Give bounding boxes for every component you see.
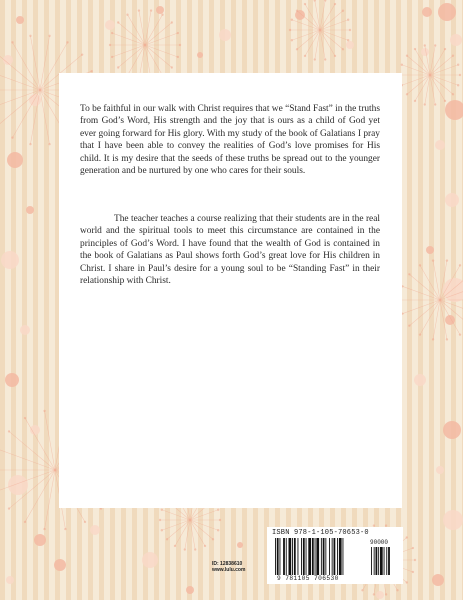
- decor-dot: [237, 542, 243, 548]
- decor-dot: [8, 475, 28, 495]
- decor-dot: [26, 206, 34, 214]
- decor-dot: [186, 586, 194, 594]
- barcode-addon-bar: [374, 547, 375, 575]
- barcode-addon-bar: [380, 547, 383, 575]
- decor-dot: [438, 3, 456, 21]
- isbn-label: ISBN 978-1-105-70653-0: [272, 529, 369, 537]
- decor-dot: [422, 7, 432, 17]
- decor-dot: [443, 421, 461, 439]
- decor-dot: [16, 16, 24, 24]
- barcode-bar: [332, 538, 333, 575]
- decor-dot: [197, 52, 203, 58]
- decor-dot: [426, 246, 434, 254]
- decor-dot: [219, 29, 231, 41]
- barcode-bar: [289, 538, 292, 575]
- decor-dot: [90, 525, 100, 535]
- barcode-bar: [325, 538, 326, 575]
- decor-dot: [30, 425, 40, 435]
- barcode-bar: [280, 538, 281, 575]
- barcode-bar: [339, 538, 342, 575]
- decor-starburst: [399, 44, 461, 105]
- decor-dot: [414, 374, 426, 386]
- barcode-addon-bar: [378, 547, 379, 575]
- barcode-bar: [343, 538, 344, 575]
- lulu-url-text: www.lulu.com: [212, 567, 246, 573]
- barcode-bar: [275, 538, 276, 575]
- decor-dot: [156, 6, 164, 14]
- decor-dot: [7, 152, 23, 168]
- lulu-id-block: [212, 561, 245, 573]
- barcode-bar: [308, 538, 311, 575]
- decor-dot: [346, 41, 354, 49]
- lulu-id-text: ID: 12838610: [212, 561, 243, 567]
- barcode-bar: [298, 538, 299, 575]
- barcode-bar: [283, 538, 285, 575]
- barcode-bar: [292, 538, 293, 575]
- paragraph-1: To be faithful in our walk with Christ requires that we “Stand Fast” in the truths from God’s Word, His strength and the joy that is ours as a child of God yet ever going forward for His glory. With my study of the book of Galatians I pray that I have been able to convey the realities of God’s love promises for His child. It is my desire that the seeds of these truths be spread out to the younger generation and be nurtured by one who cares for their souls.: [80, 104, 380, 177]
- barcode-addon-bar: [384, 547, 385, 575]
- barcode-bar: [334, 538, 336, 575]
- decor-dot: [432, 574, 444, 586]
- decor-dot: [443, 510, 463, 530]
- decor-dot: [421, 48, 429, 56]
- decor-starburst: [109, 9, 181, 80]
- decor-dot: [436, 466, 444, 474]
- barcode-bar: [312, 538, 314, 575]
- barcode-bar: [301, 538, 302, 575]
- decor-starburst: [399, 259, 463, 340]
- decor-dot: [435, 140, 445, 150]
- barcode-bar: [337, 538, 338, 575]
- paragraph-2: The teacher teaches a course realizing that their students are in the real world and the spiritual tools to meet this circumstance are contained in the principles of God’s Word. I have found that the wealth of God is contained in the book of Galatians as Paul shows forth God’s great love for His children in Christ. I share in Paul’s desire for a young soul to be “Standing Fast” in their relationship with Christ.: [80, 214, 380, 287]
- barcode-bar: [329, 538, 330, 575]
- decor-dot: [20, 325, 30, 335]
- barcode-bar: [303, 538, 305, 575]
- decor-dot: [376, 591, 384, 599]
- decor-dot: [1, 251, 19, 269]
- decor-dot: [445, 193, 459, 207]
- barcode-bar: [294, 538, 296, 575]
- barcode-digits: 9 781105 706530: [277, 575, 339, 582]
- decor-dot: [54, 559, 66, 571]
- barcode-bar: [286, 538, 287, 575]
- decor-dot: [142, 552, 158, 568]
- barcode-addon-bar: [386, 547, 387, 575]
- barcode-bar: [306, 538, 307, 575]
- barcode-addon-bar: [388, 547, 390, 575]
- decor-dot: [34, 534, 46, 546]
- decor-dot: [445, 100, 463, 120]
- barcode-addon-bar: [376, 547, 378, 575]
- decor-starburst: [289, 0, 351, 61]
- barcode-bar: [321, 538, 322, 575]
- barcode-addon-number: 90000: [370, 539, 389, 546]
- barcode-bar: [323, 538, 325, 575]
- decor-dot: [6, 576, 14, 584]
- decor-dot: [105, 20, 115, 30]
- barcode-bar: [316, 538, 319, 575]
- decor-dot: [5, 373, 19, 387]
- barcode-addon-bar: [371, 547, 372, 575]
- barcode-bar: [315, 538, 316, 575]
- barcode-bar: [277, 538, 279, 575]
- decor-dot: [450, 34, 462, 46]
